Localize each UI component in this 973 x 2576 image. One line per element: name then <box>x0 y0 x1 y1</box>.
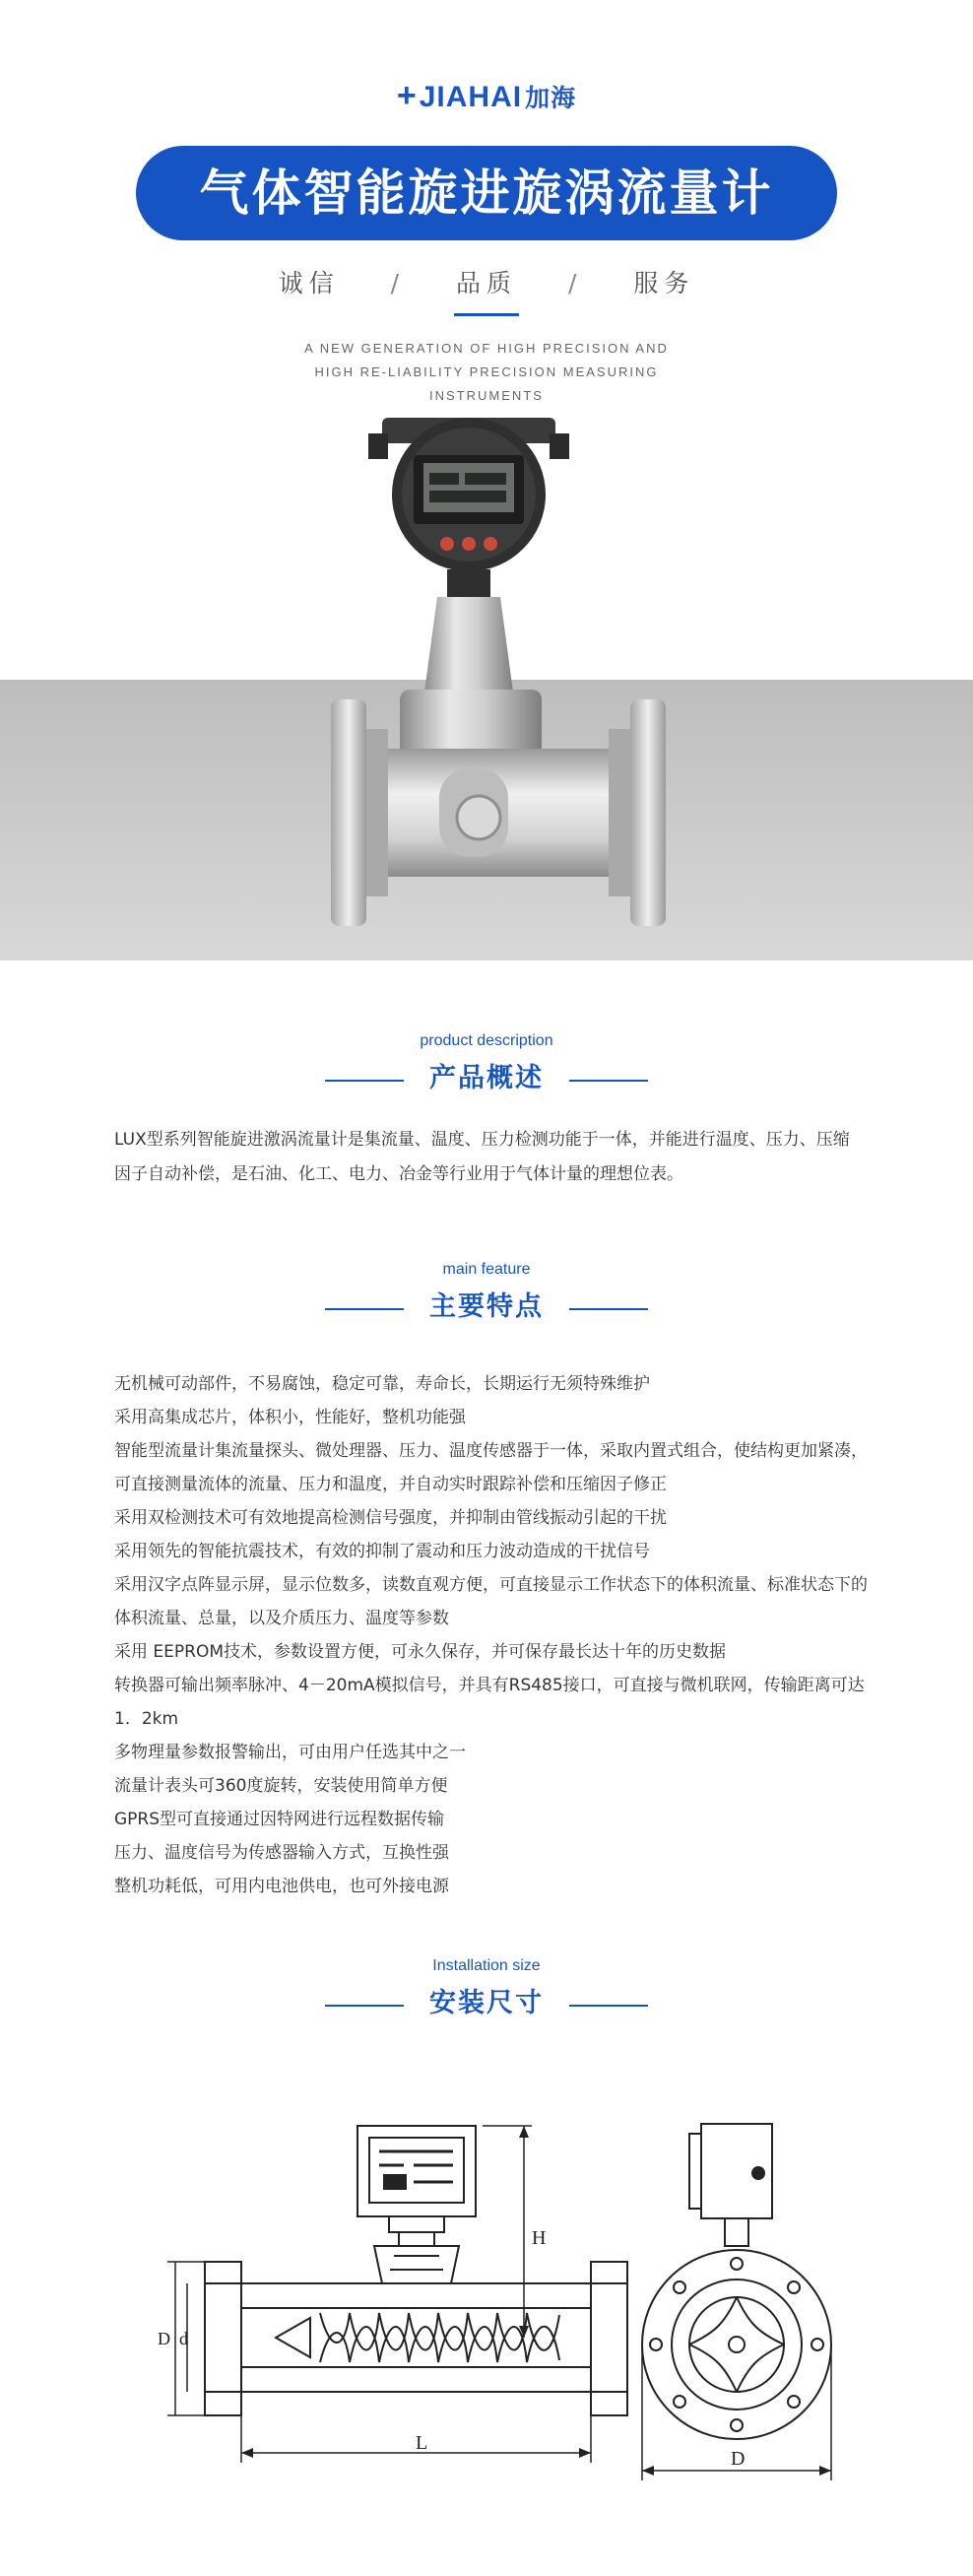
brand-logo <box>0 77 973 115</box>
dimension-label-H: H <box>532 2227 547 2249</box>
section-cn-title: 产品概述 <box>429 1063 544 1093</box>
heading-rule-left <box>325 1308 404 1310</box>
logo-plus-icon: + <box>396 77 418 114</box>
dimension-label-D-side: D <box>158 2329 170 2348</box>
heading-rule-right <box>569 2005 648 2007</box>
section-en-title: main feature <box>442 1261 531 1278</box>
motto-separator: / <box>390 269 406 297</box>
motto <box>0 264 973 299</box>
feature-item: 采用 EEPROM技术，参数设置方便，可永久保存，并可保存最长达十年的历史数据 <box>114 1642 726 1662</box>
feature-item: 采用双检测技术可有效地提高检测信号强度，并抑制由管线振动引起的干扰 <box>114 1508 667 1528</box>
heading-rule-left <box>325 2005 404 2007</box>
hero-subtitle: A NEW GENERATION OF HIGH PRECISION AND HIGH RE-LIABILITY PRECISION MEASURING INSTRUMENTS <box>304 341 669 403</box>
feature-list <box>114 1367 873 1903</box>
section-en-title: product description <box>420 1032 553 1049</box>
feature-item: 采用高集成芯片，体积小，性能好，整机功能强 <box>114 1408 466 1427</box>
feature-item: 多物理量参数报警输出，可由用户任选其中之一 <box>114 1743 466 1762</box>
heading-rule-left <box>325 1080 404 1082</box>
flowmeter-product-image <box>331 404 666 936</box>
hero-banner <box>0 0 973 960</box>
motto-item: 品质 <box>455 269 517 297</box>
feature-item: 压力、温度信号为传感器输入方式，互换性强 <box>114 1843 449 1863</box>
motto-underline <box>454 313 519 316</box>
installation-dimension-drawing <box>108 2086 876 2510</box>
section-heading-features <box>0 1261 973 1323</box>
page-title: 气体智能旋进旋涡流量计 <box>136 146 837 240</box>
heading-rule-right <box>569 1308 648 1310</box>
feature-item: 采用领先的智能抗震技术，有效的抑制了震动和压力波动造成的干扰信号 <box>114 1542 650 1561</box>
section-en-title: Installation size <box>432 1957 541 1974</box>
heading-rule-right <box>569 1080 648 1082</box>
dimension-label-d: d <box>179 2329 188 2348</box>
logo-cn-text: 加海 <box>525 84 577 112</box>
feature-item: 转换器可输出频率脉冲、4－20mA模拟信号，并具有RS485接口，可直接与微机联网，传输距离可达1．2km <box>114 1676 865 1729</box>
feature-item: 采用汉字点阵显示屏，显示位数多，读数直观方便，可直接显示工作状态下的体积流量、标准状态下的体积流量、总量，以及介质压力、温度等参数 <box>114 1575 868 1628</box>
dimension-label-D-front: D <box>731 2448 746 2470</box>
description-text: LUX型系列智能旋进激涡流量计是集流量、温度、压力检测功能于一体，并能进行温度、压力、压缩因子自动补偿，是石油、化工、电力、冶金等行业用于气体计量的理想位表。 <box>114 1130 850 1184</box>
logo-text: JIAHAI <box>419 81 523 113</box>
motto-item: 诚信 <box>278 269 340 297</box>
feature-item: 流量计表头可360度旋转，安装使用简单方便 <box>114 1776 448 1796</box>
section-cn-title: 主要特点 <box>429 1291 544 1322</box>
section-heading-installation <box>0 1957 973 2019</box>
motto-separator: / <box>567 269 583 297</box>
feature-item: 无机械可动部件，不易腐蚀，稳定可靠，寿命长，长期运行无须特殊维护 <box>114 1374 650 1394</box>
motto-item: 服务 <box>633 269 695 297</box>
section-cn-title: 安装尺寸 <box>429 1988 544 2018</box>
section-heading-description <box>0 1032 973 1094</box>
dimension-label-L: L <box>416 2432 428 2454</box>
feature-item: 整机功耗低，可用内电池供电，也可外接电源 <box>114 1877 449 1896</box>
feature-item: 智能型流量计集流量探头、微处理器、压力、温度传感器于一体，采取内置式组合，使结构更加紧凑，可直接测量流体的流量、压力和温度，并自动实时跟踪补偿和压缩因子修正 <box>114 1441 868 1494</box>
feature-item: GPRS型可直接通过因特网进行远程数据传输 <box>114 1810 445 1829</box>
